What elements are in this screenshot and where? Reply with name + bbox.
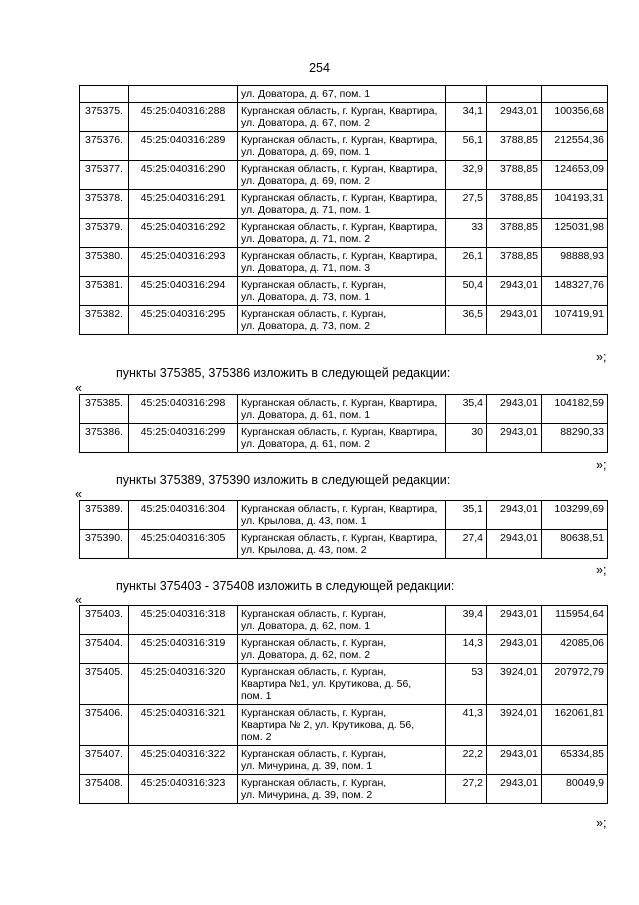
closing-quote-2: »; bbox=[596, 458, 607, 472]
rate-cell: 2943,01 bbox=[487, 775, 542, 804]
item-number-cell: 375403. bbox=[80, 606, 129, 635]
address-cell: Курганская область, г. Курган, Квартира № 2, ул. Крутикова, д. 56, пом. 2 bbox=[238, 705, 446, 746]
address-cell: Курганская область, г. Курган, Квартира, ул. Доватора, д. 71, пом. 1 bbox=[238, 190, 446, 219]
item-number-cell: 375408. bbox=[80, 775, 129, 804]
item-number-cell: 375406. bbox=[80, 705, 129, 746]
table-row bbox=[80, 530, 608, 559]
area-cell: 36,5 bbox=[446, 306, 487, 335]
item-number-cell: 375382. bbox=[80, 306, 129, 335]
area-cell: 27,2 bbox=[446, 775, 487, 804]
rate-cell: 3788,85 bbox=[487, 248, 542, 277]
address-cell: Курганская область, г. Курган, ул. Доватора, д. 73, пом. 1 bbox=[238, 277, 446, 306]
cadastral-number-cell: 45:25:040316:294 bbox=[129, 277, 238, 306]
area-cell: 14,3 bbox=[446, 635, 487, 664]
cadastral-number-cell: 45:25:040316:304 bbox=[129, 501, 238, 530]
cadastral-number-cell: 45:25:040316:292 bbox=[129, 219, 238, 248]
value-cell: 42085,06 bbox=[542, 635, 608, 664]
value-cell: 125031,98 bbox=[542, 219, 608, 248]
item-number-cell: 375381. bbox=[80, 277, 129, 306]
value-cell: 104193,31 bbox=[542, 190, 608, 219]
value-cell: 88290,33 bbox=[542, 424, 608, 453]
value-cell: 162061,81 bbox=[542, 705, 608, 746]
area-cell bbox=[446, 86, 487, 103]
address-cell: Курганская область, г. Курган, ул. Доватора, д. 62, пом. 2 bbox=[238, 635, 446, 664]
area-cell: 35,4 bbox=[446, 395, 487, 424]
table-row bbox=[80, 606, 608, 635]
item-number-cell: 375380. bbox=[80, 248, 129, 277]
area-cell: 50,4 bbox=[446, 277, 487, 306]
area-cell: 41,3 bbox=[446, 705, 487, 746]
rate-cell: 2943,01 bbox=[487, 746, 542, 775]
rate-cell: 3924,01 bbox=[487, 664, 542, 705]
opening-quote-2: « bbox=[75, 381, 82, 395]
opening-quote-4: « bbox=[75, 593, 82, 607]
value-cell: 115954,64 bbox=[542, 606, 608, 635]
value-cell: 207972,79 bbox=[542, 664, 608, 705]
table-row bbox=[80, 277, 608, 306]
address-cell: ул. Доватора, д. 67, пом. 1 bbox=[238, 86, 446, 103]
area-cell: 33 bbox=[446, 219, 487, 248]
area-cell: 32,9 bbox=[446, 161, 487, 190]
table-row bbox=[80, 746, 608, 775]
cadastral-number-cell: 45:25:040316:319 bbox=[129, 635, 238, 664]
table-row bbox=[80, 103, 608, 132]
rate-cell: 3788,85 bbox=[487, 190, 542, 219]
address-cell: Курганская область, г. Курган, Квартира, ул. Крылова, д. 43, пом. 1 bbox=[238, 501, 446, 530]
address-cell: Курганская область, г. Курган, Квартира, ул. Доватора, д. 69, пом. 2 bbox=[238, 161, 446, 190]
rate-cell bbox=[487, 86, 542, 103]
value-cell: 107419,91 bbox=[542, 306, 608, 335]
table-row bbox=[80, 424, 608, 453]
address-cell: Курганская область, г. Курган, ул. Доватора, д. 62, пом. 1 bbox=[238, 606, 446, 635]
section-3-lead: пункты 375389, 375390 изложить в следующей редакции: bbox=[116, 473, 451, 487]
table-row bbox=[80, 248, 608, 277]
table-3 bbox=[79, 500, 608, 559]
cadastral-number-cell bbox=[129, 86, 238, 103]
rate-cell: 2943,01 bbox=[487, 530, 542, 559]
area-cell: 56,1 bbox=[446, 132, 487, 161]
value-cell: 103299,69 bbox=[542, 501, 608, 530]
area-cell: 30 bbox=[446, 424, 487, 453]
value-cell: 212554,36 bbox=[542, 132, 608, 161]
item-number-cell: 375375. bbox=[80, 103, 129, 132]
value-cell: 104182,59 bbox=[542, 395, 608, 424]
table-row bbox=[80, 635, 608, 664]
rate-cell: 2943,01 bbox=[487, 501, 542, 530]
cadastral-number-cell: 45:25:040316:293 bbox=[129, 248, 238, 277]
table-row bbox=[80, 161, 608, 190]
table-row bbox=[80, 775, 608, 804]
address-cell: Курганская область, г. Курган, Квартира, ул. Доватора, д. 69, пом. 1 bbox=[238, 132, 446, 161]
item-number-cell: 375404. bbox=[80, 635, 129, 664]
area-cell: 53 bbox=[446, 664, 487, 705]
item-number-cell: 375379. bbox=[80, 219, 129, 248]
address-cell: Курганская область, г. Курган, ул. Мичурина, д. 39, пом. 2 bbox=[238, 775, 446, 804]
table-row bbox=[80, 190, 608, 219]
rate-cell: 3788,85 bbox=[487, 132, 542, 161]
item-number-cell: 375386. bbox=[80, 424, 129, 453]
rate-cell: 2943,01 bbox=[487, 635, 542, 664]
value-cell: 100356,68 bbox=[542, 103, 608, 132]
cadastral-number-cell: 45:25:040316:320 bbox=[129, 664, 238, 705]
cadastral-number-cell: 45:25:040316:289 bbox=[129, 132, 238, 161]
address-cell: Курганская область, г. Курган, Квартира, ул. Доватора, д. 71, пом. 3 bbox=[238, 248, 446, 277]
table-row bbox=[80, 219, 608, 248]
address-cell: Курганская область, г. Курган, Квартира, ул. Доватора, д. 61, пом. 1 bbox=[238, 395, 446, 424]
value-cell: 80049,9 bbox=[542, 775, 608, 804]
page-number: 254 bbox=[309, 61, 330, 75]
address-cell: Курганская область, г. Курган, Квартира, ул. Доватора, д. 67, пом. 2 bbox=[238, 103, 446, 132]
area-cell: 26,1 bbox=[446, 248, 487, 277]
rate-cell: 2943,01 bbox=[487, 395, 542, 424]
cadastral-number-cell: 45:25:040316:323 bbox=[129, 775, 238, 804]
closing-quote-3: »; bbox=[596, 563, 607, 577]
section-2-lead: пункты 375385, 375386 изложить в следующей редакции: bbox=[116, 366, 451, 380]
table-1 bbox=[79, 85, 608, 335]
address-cell: Курганская область, г. Курган, ул. Доватора, д. 73, пом. 2 bbox=[238, 306, 446, 335]
item-number-cell: 375407. bbox=[80, 746, 129, 775]
closing-quote-4: »; bbox=[596, 816, 607, 830]
item-number-cell: 375378. bbox=[80, 190, 129, 219]
rate-cell: 2943,01 bbox=[487, 306, 542, 335]
value-cell: 98888,93 bbox=[542, 248, 608, 277]
rate-cell: 2943,01 bbox=[487, 424, 542, 453]
rate-cell: 2943,01 bbox=[487, 277, 542, 306]
cadastral-number-cell: 45:25:040316:299 bbox=[129, 424, 238, 453]
cadastral-number-cell: 45:25:040316:318 bbox=[129, 606, 238, 635]
table-row bbox=[80, 705, 608, 746]
item-number-cell bbox=[80, 86, 129, 103]
item-number-cell: 375385. bbox=[80, 395, 129, 424]
table-2 bbox=[79, 394, 608, 453]
address-cell: Курганская область, г. Курган, Квартира, ул. Доватора, д. 61, пом. 2 bbox=[238, 424, 446, 453]
cadastral-number-cell: 45:25:040316:321 bbox=[129, 705, 238, 746]
section-4-lead: пункты 375403 - 375408 изложить в следующей редакции: bbox=[116, 579, 455, 593]
cadastral-number-cell: 45:25:040316:322 bbox=[129, 746, 238, 775]
area-cell: 27,5 bbox=[446, 190, 487, 219]
cadastral-number-cell: 45:25:040316:291 bbox=[129, 190, 238, 219]
value-cell bbox=[542, 86, 608, 103]
value-cell: 65334,85 bbox=[542, 746, 608, 775]
rate-cell: 2943,01 bbox=[487, 103, 542, 132]
rate-cell: 3788,85 bbox=[487, 219, 542, 248]
table-row bbox=[80, 664, 608, 705]
area-cell: 39,4 bbox=[446, 606, 487, 635]
closing-quote-1: »; bbox=[596, 350, 607, 364]
table-row bbox=[80, 306, 608, 335]
table-row bbox=[80, 86, 608, 103]
cadastral-number-cell: 45:25:040316:295 bbox=[129, 306, 238, 335]
rate-cell: 3924,01 bbox=[487, 705, 542, 746]
table-row bbox=[80, 501, 608, 530]
cadastral-number-cell: 45:25:040316:298 bbox=[129, 395, 238, 424]
cadastral-number-cell: 45:25:040316:305 bbox=[129, 530, 238, 559]
item-number-cell: 375377. bbox=[80, 161, 129, 190]
address-cell: Курганская область, г. Курган, Квартира, ул. Доватора, д. 71, пом. 2 bbox=[238, 219, 446, 248]
address-cell: Курганская область, г. Курган, Квартира, ул. Крылова, д. 43, пом. 2 bbox=[238, 530, 446, 559]
table-row bbox=[80, 132, 608, 161]
address-cell: Курганская область, г. Курган, ул. Мичурина, д. 39, пом. 1 bbox=[238, 746, 446, 775]
item-number-cell: 375376. bbox=[80, 132, 129, 161]
table-row bbox=[80, 395, 608, 424]
value-cell: 80638,51 bbox=[542, 530, 608, 559]
rate-cell: 2943,01 bbox=[487, 606, 542, 635]
cadastral-number-cell: 45:25:040316:288 bbox=[129, 103, 238, 132]
cadastral-number-cell: 45:25:040316:290 bbox=[129, 161, 238, 190]
area-cell: 22,2 bbox=[446, 746, 487, 775]
area-cell: 35,1 bbox=[446, 501, 487, 530]
value-cell: 148327,76 bbox=[542, 277, 608, 306]
value-cell: 124653,09 bbox=[542, 161, 608, 190]
area-cell: 27,4 bbox=[446, 530, 487, 559]
opening-quote-3: « bbox=[75, 487, 82, 501]
area-cell: 34,1 bbox=[446, 103, 487, 132]
rate-cell: 3788,85 bbox=[487, 161, 542, 190]
item-number-cell: 375390. bbox=[80, 530, 129, 559]
table-4 bbox=[79, 605, 608, 804]
item-number-cell: 375405. bbox=[80, 664, 129, 705]
item-number-cell: 375389. bbox=[80, 501, 129, 530]
address-cell: Курганская область, г. Курган, Квартира №1, ул. Крутикова, д. 56, пом. 1 bbox=[238, 664, 446, 705]
